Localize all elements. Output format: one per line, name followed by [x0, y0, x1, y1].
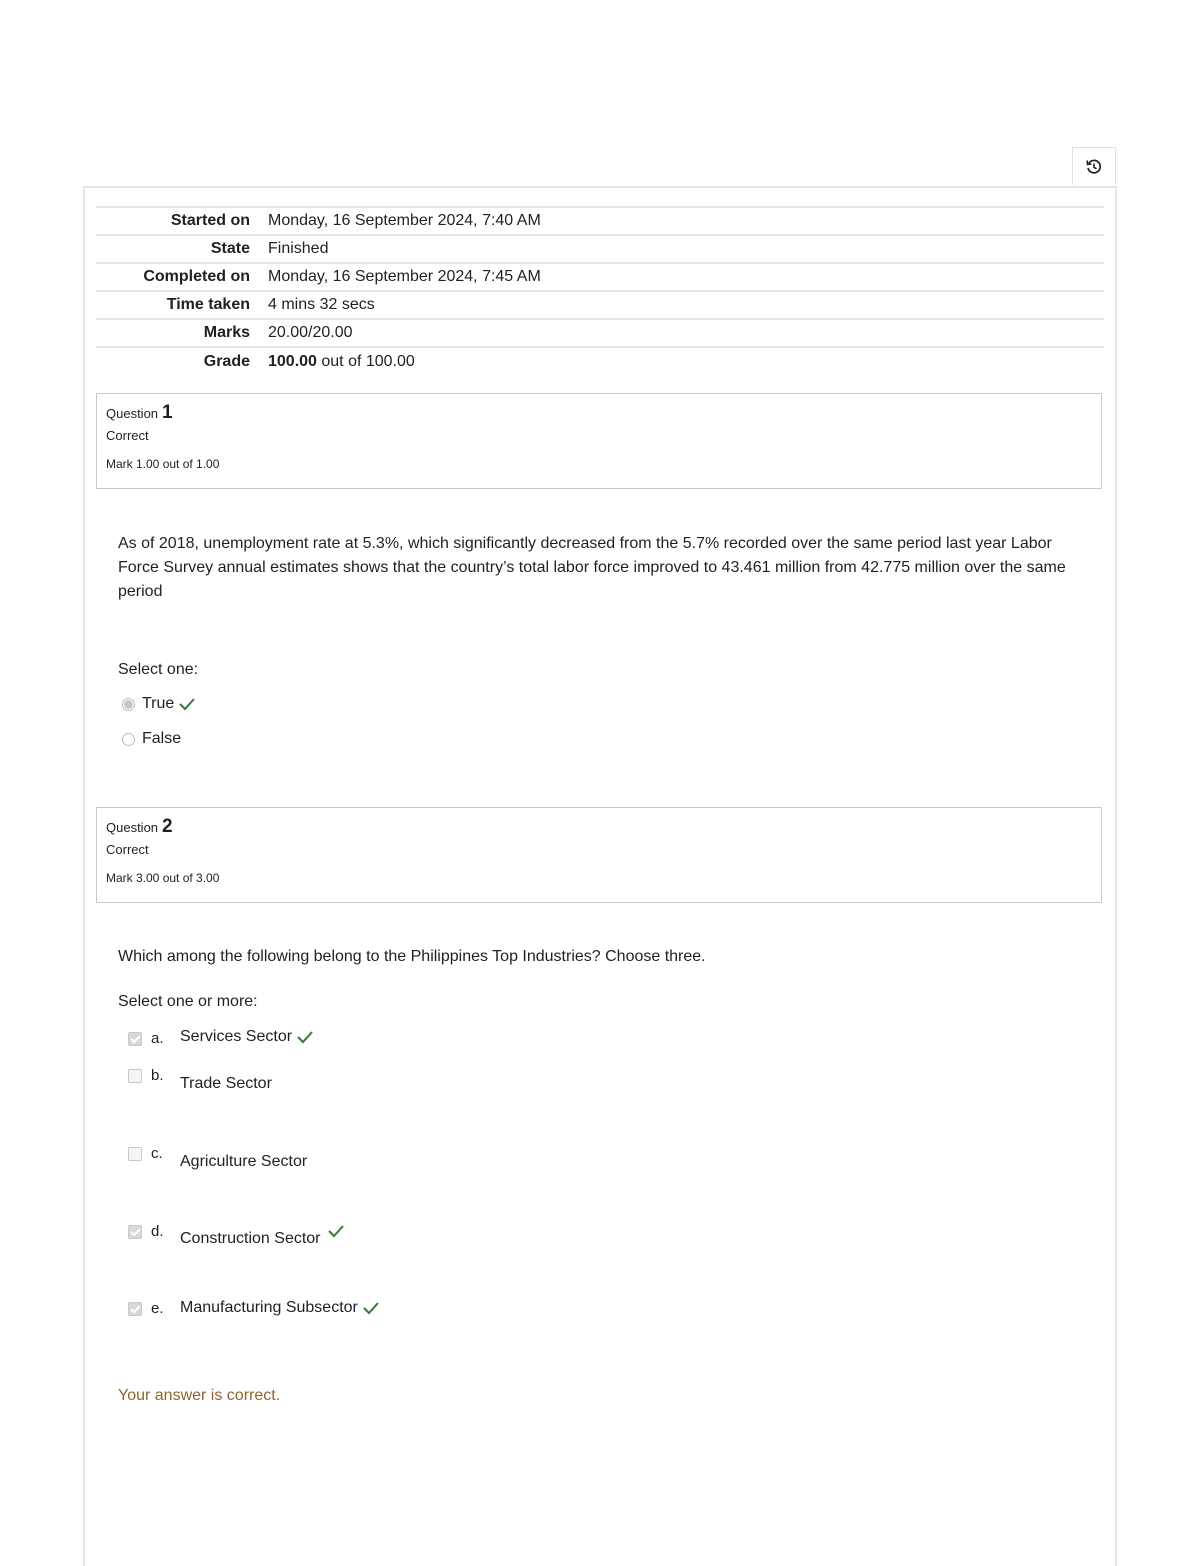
question-2-text: Which among the following belong to the Philippines Top Industries? Choose three.	[118, 948, 706, 965]
summary-value: 20.00/20.00	[268, 319, 1104, 347]
q2-checkbox-b[interactable]	[128, 1069, 142, 1083]
summary-row-completed	[96, 263, 1104, 291]
q1-option-true[interactable]	[122, 695, 196, 713]
grade-score: 100.00	[268, 352, 317, 370]
summary-label: Started on	[96, 207, 268, 235]
option-letter: d.	[151, 1223, 164, 1240]
summary-row-grade	[96, 347, 1104, 375]
option-label: Agriculture Sector	[180, 1153, 308, 1170]
q2-option-d[interactable]	[180, 1230, 321, 1248]
q2-checkbox-e[interactable]	[128, 1302, 142, 1316]
summary-value: Monday, 16 September 2024, 7:40 AM	[268, 207, 1104, 235]
summary-row-state	[96, 235, 1104, 263]
question-prefix: Question	[106, 406, 159, 421]
question-1-text: As of 2018, unemployment rate at 5.3%, which significantly decreased from the 5.7% recorded over the same period last year Labor Force Survey annual estimates shows that the country’s total labor force improved to 43.461 million from 42.775 million over the same period	[118, 535, 1066, 600]
option-letter: b.	[151, 1067, 164, 1084]
summary-label: Marks	[96, 319, 268, 347]
q2-option-b[interactable]	[180, 1075, 272, 1093]
question-prefix: Question	[106, 820, 159, 835]
check-icon	[362, 1301, 380, 1315]
summary-value	[268, 347, 1104, 375]
summary-value: 4 mins 32 secs	[268, 291, 1104, 319]
answer-feedback: Your answer is correct.	[118, 1387, 281, 1404]
history-button[interactable]	[1072, 147, 1116, 185]
option-letter: c.	[151, 1145, 163, 1162]
question-1-prompt: Select one:	[118, 661, 199, 678]
question-state: Correct	[106, 428, 149, 443]
q2-checkbox-a[interactable]	[128, 1032, 142, 1046]
question-number	[106, 816, 1101, 838]
question-grade: Mark 3.00 out of 3.00	[106, 871, 220, 885]
radio-button[interactable]	[122, 733, 135, 746]
check-icon	[327, 1224, 345, 1238]
q2-option-e[interactable]	[180, 1299, 380, 1317]
summary-value: Finished	[268, 235, 1104, 263]
option-label: Trade Sector	[180, 1075, 272, 1092]
radio-button[interactable]	[122, 698, 135, 711]
question-2-prompt: Select one or more:	[118, 993, 258, 1010]
summary-row-marks	[96, 319, 1104, 347]
question-number	[106, 402, 1101, 424]
option-label: False	[142, 730, 182, 747]
question-state: Correct	[106, 842, 149, 857]
summary-label: State	[96, 235, 268, 263]
question-number-value: 2	[162, 816, 173, 837]
history-icon	[1085, 158, 1103, 176]
question-number-value: 1	[162, 402, 173, 423]
grade-out-of: out of 100.00	[316, 352, 415, 370]
check-icon	[178, 697, 196, 711]
summary-row-time-taken	[96, 291, 1104, 319]
option-label: Services Sector	[180, 1028, 293, 1045]
q1-option-false[interactable]	[122, 730, 181, 748]
q2-checkbox-c[interactable]	[128, 1147, 142, 1161]
question-grade: Mark 1.00 out of 1.00	[106, 457, 220, 471]
question-2-info	[96, 807, 1102, 903]
option-label: Construction Sector	[180, 1230, 321, 1247]
q2-checkbox-d[interactable]	[128, 1225, 142, 1239]
q2-option-c[interactable]	[180, 1153, 307, 1171]
summary-label: Completed on	[96, 263, 268, 291]
option-letter: e.	[151, 1300, 164, 1317]
summary-label: Grade	[96, 347, 268, 375]
check-icon	[296, 1030, 314, 1044]
summary-value: Monday, 16 September 2024, 7:45 AM	[268, 263, 1104, 291]
summary-row-started	[96, 207, 1104, 235]
summary-label: Time taken	[96, 291, 268, 319]
option-label: Manufacturing Subsector	[180, 1299, 358, 1316]
q2-option-a[interactable]	[180, 1028, 314, 1046]
option-label: True	[142, 695, 175, 712]
option-letter: a.	[151, 1030, 164, 1047]
question-1-info	[96, 393, 1102, 489]
quiz-summary-table	[96, 206, 1104, 375]
